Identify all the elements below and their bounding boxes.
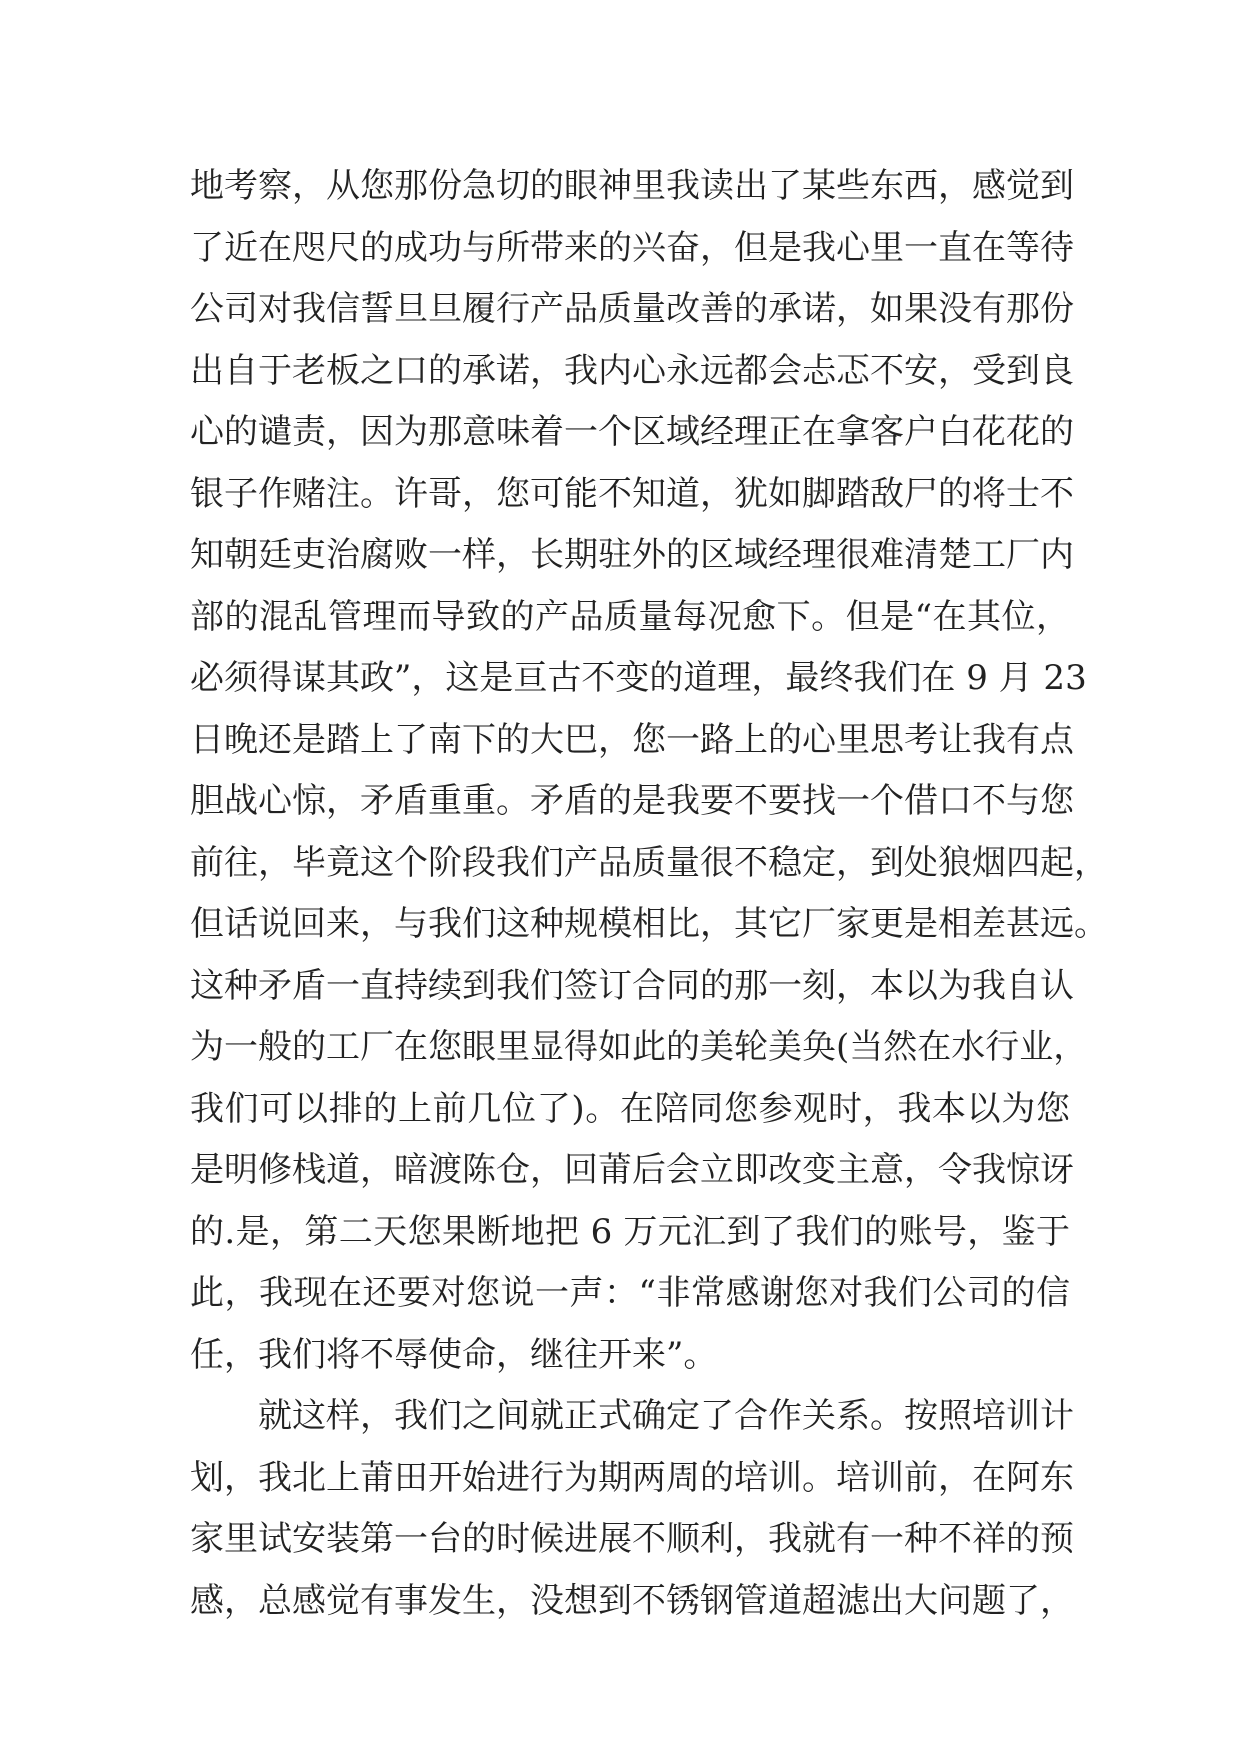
text-line: 划，我北上莆田开始进行为期两周的培训。培训前，在阿东 <box>190 1457 1074 1498</box>
text-line: 是明修栈道，暗渡陈仓，回莆后会立即改变主意，令我惊讶 <box>190 1150 1074 1190</box>
text-line: 前往，毕竟这个阶段我们产品质量很不稳定，到处狼烟四起， <box>190 842 1108 883</box>
document-body <box>190 156 1108 1632</box>
text-line: 出自于老板之口的承诺，我内心永远都会忐忑不安，受到良 <box>190 350 1074 391</box>
text-line: 必须得谋其政”，这是亘古不变的道理，最终我们在 9 月 23 <box>190 658 1087 698</box>
text-line: 心的谴责，因为那意味着一个区域经理正在拿客户白花花的 <box>190 412 1074 452</box>
text-line: 这种矛盾一直持续到我们签订合同的那一刻，本以为我自认 <box>190 965 1074 1006</box>
paragraph-first-line: 就这样，我们之间就正式确定了合作关系。按照培训计 <box>258 1396 1074 1436</box>
text-line: 但话说回来，与我们这种规模相比，其它厂家更是相差甚远。 <box>190 904 1108 944</box>
text-line: 为一般的工厂在您眼里显得如此的美轮美奂(当然在水行业， <box>190 1027 1088 1067</box>
paragraph-end-line: 任，我们将不辱使命，继往开来”。 <box>190 1334 718 1375</box>
text-line: 家里试安装第一台的时候进展不顺利，我就有一种不祥的预 <box>190 1519 1074 1559</box>
text-line: 了近在咫尺的成功与所带来的兴奋，但是我心里一直在等待 <box>190 227 1074 268</box>
text-line: 胆战心惊，矛盾重重。矛盾的是我要不要找一个借口不与您 <box>190 781 1074 821</box>
text-line: 部的混乱管理而导致的产品质量每况愈下。但是“在其位， <box>190 596 1070 637</box>
text-line: 日晚还是踏上了南下的大巴，您一路上的心里思考让我有点 <box>190 719 1074 760</box>
text-line: 我们可以排的上前几位了)。在陪同您参观时，我本以为您 <box>190 1088 1070 1129</box>
text-line: 的.是，第二天您果断地把 6 万元汇到了我们的账号，鉴于 <box>190 1211 1070 1252</box>
text-line: 银子作赌注。许哥，您可能不知道，犹如脚踏敌尸的将士不 <box>190 473 1074 514</box>
text-line: 地考察，从您那份急切的眼神里我读出了某些东西，感觉到 <box>190 166 1074 206</box>
text-line: 知朝廷吏治腐败一样，长期驻外的区域经理很难清楚工厂内 <box>190 535 1074 575</box>
text-line: 公司对我信誓旦旦履行产品质量改善的承诺，如果没有那份 <box>190 289 1074 329</box>
text-line: 感，总感觉有事发生，没想到不锈钢管道超滤出大问题了， <box>190 1580 1074 1621</box>
text-line: 此，我现在还要对您说一声：“非常感谢您对我们公司的信 <box>190 1273 1070 1313</box>
